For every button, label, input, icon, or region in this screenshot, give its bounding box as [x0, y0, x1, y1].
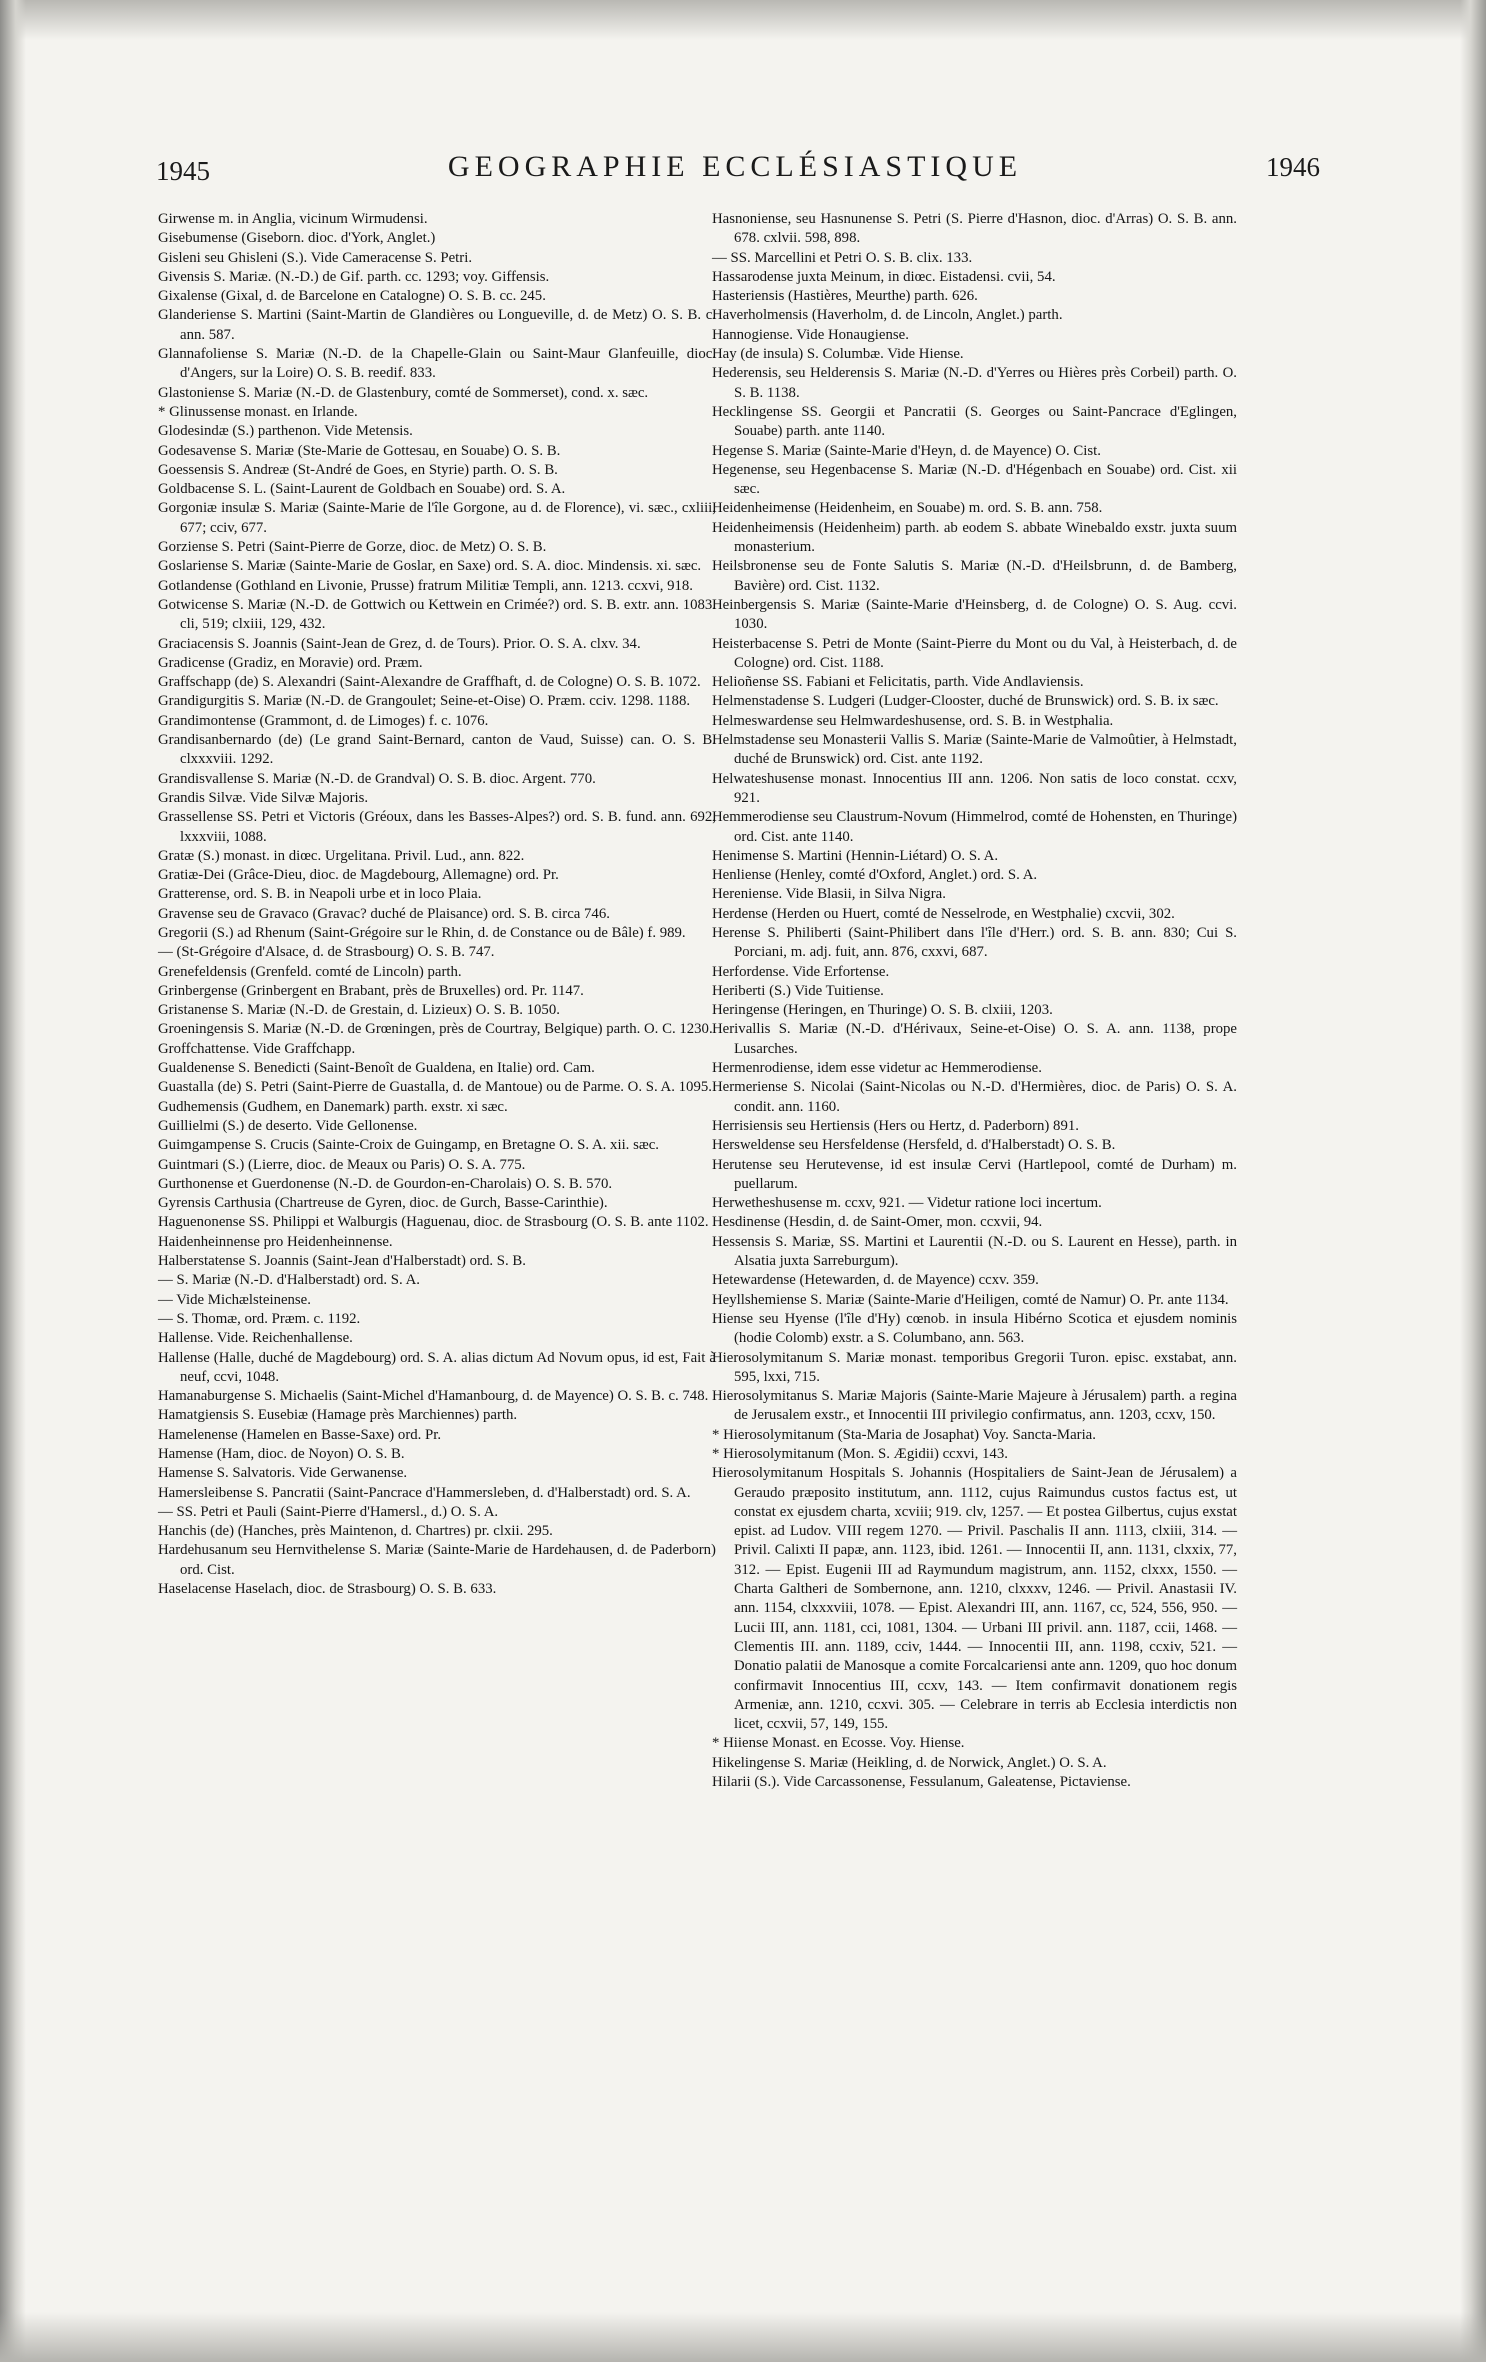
- index-entry: — Vide Michælsteinense.: [158, 1291, 311, 1308]
- index-entry: Hay (de insula) S. Columbæ. Vide Hiense.: [712, 346, 964, 363]
- scan-bottom-shadow: [0, 2312, 1486, 2362]
- index-entry: Hegenense, seu Hegenbacense S. Mariæ (N.-D. d'Hégenbach en Souabe) ord. Cist. xii sæc.: [712, 461, 1237, 498]
- index-entry: Herwetheshusense m. ccxv, 921. — Videtur ratione loci incertum.: [712, 1195, 1102, 1212]
- index-entry: Hamense S. Salvatoris. Vide Gerwanense.: [158, 1465, 408, 1482]
- index-entry: * Hierosolymitanum (Mon. S. Ægidii) ccxvi, 143.: [712, 1446, 1008, 1462]
- index-entry: * Glinussense monast. en Irlande.: [158, 403, 358, 420]
- running-title: GEOGRAPHIE ECCLÉSIASTIQUE: [447, 150, 1023, 183]
- index-entry: Grandisvallense S. Mariæ (N.-D. de Grandval) O. S. B. dioc. Argent. 770.: [158, 770, 596, 787]
- index-entry: Hamatgiensis S. Eusebiæ (Hamage près Marchiennes) parth.: [158, 1407, 518, 1424]
- index-entry: Gratiæ-Dei (Grâce-Dieu, dioc. de Magdebourg, Allemagne) ord. Pr.: [158, 867, 559, 884]
- index-entry: Haverholmensis (Haverholm, d. de Lincoln, Anglet.) parth.: [712, 307, 1063, 324]
- index-entry: — S. Thomæ, ord. Præm. c. 1192.: [158, 1310, 361, 1327]
- index-entry: Hessensis S. Mariæ, SS. Martini et Laurentii (N.-D. ou S. Laurent en Hesse), parth. in Alsatia juxta Sarreburgum).: [712, 1233, 1237, 1270]
- index-entry: Gudhemensis (Gudhem, en Danemark) parth. exstr. xi sæc.: [158, 1098, 508, 1115]
- index-entry: Hereniense. Vide Blasii, in Silva Nigra.: [712, 886, 946, 903]
- index-entry: Hikelingense S. Mariæ (Heikling, d. de Norwick, Anglet.) O. S. A.: [712, 1754, 1107, 1771]
- index-entry: Hemmerodiense seu Claustrum-Novum (Himmelrod, comté de Hohensten, en Thuringe) ord. Cist. ante 1140.: [712, 809, 1237, 845]
- index-entry: Hamanaburgense S. Michaelis (Saint-Michel d'Hamanbourg, d. de Mayence) O. S. B. c. 748.: [158, 1388, 709, 1405]
- index-entry: Herivallis S. Mariæ (N.-D. d'Hérivaux, Seine-et-Oise) O. S. A. ann. 1138, prope Lusarches.: [712, 1021, 1237, 1057]
- index-entry: Gratæ (S.) monast. in diœc. Urgelitana. Privil. Lud., ann. 822.: [158, 847, 525, 864]
- index-entry: Hannogiense. Vide Honaugiense.: [712, 326, 909, 343]
- index-entry: Gristanense S. Mariæ (N.-D. de Grestain, d. Lizieux) O. S. B. 1050.: [158, 1002, 560, 1019]
- index-entry: Godesavense S. Mariæ (Ste-Marie de Gottesau, en Souabe) O. S. B.: [158, 442, 561, 459]
- index-entry: Gotlandense (Gothland en Livonie, Prusse) fratrum Militiæ Templi, ann. 1213. ccxvi, 918.: [158, 577, 693, 594]
- index-entry: Henimense S. Martini (Hennin-Liétard) O. S. A.: [712, 847, 999, 864]
- index-entry: Herutense seu Herutevense, id est insulæ Cervi (Hartlepool, comté de Durham) m. puellarum.: [712, 1156, 1237, 1192]
- index-entry: Hierosolymitanus S. Mariæ Majoris (Sainte-Marie Majeure à Jérusalem) parth. a regina de Jerusalem exstr., et Innocentii III privilegio confirmatus, ann. 1203, ccxv, 150.: [712, 1388, 1237, 1424]
- index-entry: Hasteriensis (Hastières, Meurthe) parth. 626.: [712, 288, 978, 305]
- page-number-right: 1946: [1266, 152, 1320, 182]
- index-entry: Gurthonense et Guerdonense (N.-D. de Gourdon-en-Charolais) O. S. B. 570.: [158, 1175, 613, 1192]
- index-entry: Gradicense (Gradiz, en Moravie) ord. Præm.: [158, 654, 423, 671]
- index-entry: Hermenrodiense, idem esse videtur ac Hemmerodiense.: [712, 1060, 1042, 1077]
- scan-top-shadow: [0, 0, 1486, 40]
- index-entry: Hanchis (de) (Hanches, près Maintenon, d. Chartres) pr. clxii. 295.: [158, 1523, 553, 1540]
- index-entry: Graffschapp (de) S. Alexandri (Saint-Alexandre de Graffhaft, d. de Cologne) O. S. B. 1072.: [158, 674, 701, 691]
- index-entry: Hecklingense SS. Georgii et Pancratii (S. Georges ou Saint-Pancrace d'Eglingen, Souabe) parth. ante 1140.: [712, 403, 1237, 440]
- index-entry: Grenefeldensis (Grenfeld. comté de Lincoln) parth.: [158, 963, 462, 980]
- index-entry: Helmeswardense seu Helmwardeshusense, ord. S. B. in Westphalia.: [712, 712, 1114, 729]
- index-entry: Guillielmi (S.) de deserto. Vide Gellonense.: [158, 1117, 418, 1134]
- index-entry: — SS. Marcellini et Petri O. S. B. clix. 133.: [712, 249, 973, 266]
- index-entry: Gisleni seu Ghisleni (S.). Vide Cameracense S. Petri.: [158, 249, 473, 266]
- scan-right-edge: [1460, 0, 1486, 2362]
- index-entry: Gualdenense S. Benedicti (Saint-Benoît de Gualdena, en Italie) ord. Cam.: [158, 1060, 595, 1077]
- index-entry: Hierosolymitanum Hospitals S. Johannis (Hospitaliers de Saint-Jean de Jérusalem) a Geraudo præposito institutum, ann. 1112, cujus Raimundus custos factus est, ut constat ex ejusdem charta, xcviii; 919. clv, 1257. — Et postea Gilbertus, cujus exstat epist. ad Ludov. VIII regem 1270. — Privil. Paschalis II ann. 1113, clxiii, 314. — Privil. Calixti II papæ, ann. 1123, ibid. 1261. — Innocentii II, ann. 1131, clxxix, 77, 312. — Epist. Eugenii III ad Raymundum magistrum, ann. 1152, clxxx, 1550. — Charta Galtheri de Sombernone, ann. 1210, clxxxv, 1246. — Privil. Anastasii IV. ann. 1154, clxxxviii, 1078. — Epist. Alexandri III, ann. 1167, cc, 524, 556, 950. — Lucii III, ann. 1181, cci, 1081, 1304. — Urbani III privil. ann. 1187, ccii, 1468. — Clementis III. ann. 1189, cciv, 1444. — Innocentii III, ann. 1198, ccxiv, 521. — Donatio palatii de Manosque a comite Forcalcariensi ante ann. 1209, quo hoc donum confirmavit Innocentius III, ccxv, 143. — Item confirmavit donationem regis Armeniæ, ann. 1210, ccxvi. 305. — Celebrare in terris ab Ecclesia interdictis non licet, ccxvii, 57, 149, 155.: [712, 1465, 1237, 1733]
- index-entry: Hederensis, seu Helderensis S. Mariæ (N.-D. d'Yerres ou Hières près Corbeil) parth. O. S. B. 1138.: [712, 365, 1237, 401]
- index-entry: Glastoniense S. Mariæ (N.-D. de Glastenbury, comté de Sommerset), cond. x. sæc.: [158, 384, 649, 401]
- index-entry: Goldbacense S. L. (Saint-Laurent de Goldbach en Souabe) ord. S. A.: [158, 481, 566, 498]
- index-entry: Hermeriense S. Nicolai (Saint-Nicolas ou N.-D. d'Hermières, dioc. de Paris) O. S. A. condit. ann. 1160.: [712, 1079, 1237, 1115]
- index-entry: Heriberti (S.) Vide Tuitiense.: [712, 982, 884, 999]
- index-entry: Hamersleibense S. Pancratii (Saint-Pancrace d'Hammersleben, d. d'Halberstadt) ord. S. A.: [158, 1484, 691, 1501]
- index-entry: Helioñense SS. Fabiani et Felicitatis, parth. Vide Andlaviensis.: [712, 674, 1084, 691]
- index-entry: Glannafoliense S. Mariæ (N.-D. de la Chapelle-Glain ou Saint-Maur Glanfeuille, dioc. d'Angers, sur la Loire) O. S. B. reedif. 833.: [158, 346, 716, 382]
- index-entry: Halberstatense S. Joannis (Saint-Jean d'Halberstadt) ord. S. B.: [158, 1253, 526, 1270]
- index-entry: Hamense (Ham, dioc. de Noyon) O. S. B.: [158, 1446, 405, 1462]
- index-entry: Heidenheimense (Heidenheim, en Souabe) m. ord. S. B. ann. 758.: [712, 500, 1103, 517]
- index-entry: Gorgoniæ insulæ S. Mariæ (Sainte-Marie de l'île Gorgone, au d. de Florence), vi. sæc., cxliii, 677; cciv, 677.: [158, 500, 716, 536]
- index-entry: Haguenonense SS. Philippi et Walburgis (Haguenau, dioc. de Strasbourg (O. S. B. ante 1102.: [158, 1214, 709, 1231]
- index-entry: Givensis S. Mariæ. (N.-D.) de Gif. parth. cc. 1293; voy. Giffensis.: [158, 268, 550, 285]
- index-entry: Hersweldense seu Hersfeldense (Hersfeld, d. d'Halberstadt) O. S. B.: [712, 1137, 1116, 1154]
- index-entry: Herense S. Philiberti (Saint-Philibert dans l'île d'Herr.) ord. S. B. ann. 830; Cui S. Porciani, m. adj. fuit, ann. 876, cxxvi, 687.: [712, 924, 1237, 961]
- index-entry: Hassarodense juxta Meinum, in diœc. Eistadensi. cvii, 54.: [712, 268, 1056, 285]
- index-entry: Haidenheinnense pro Heidenheinnense.: [158, 1233, 393, 1250]
- index-entry: Goessensis S. Andreæ (St-André de Goes, en Styrie) parth. O. S. B.: [158, 461, 558, 478]
- index-entry: Heinbergensis S. Mariæ (Sainte-Marie d'Heinsberg, d. de Cologne) O. S. Aug. ccvi. 1030.: [712, 596, 1237, 633]
- index-entry: Grandigurgitis S. Mariæ (N.-D. de Grangoulet; Seine-et-Oise) O. Præm. cciv. 1298. 1188.: [158, 693, 691, 710]
- index-entry: Heyllshemiense S. Mariæ (Sainte-Marie d'Heiligen, comté de Namur) O. Pr. ante 1134.: [712, 1291, 1229, 1308]
- index-entry: Gregorii (S.) ad Rhenum (Saint-Grégoire sur le Rhin, d. de Constance ou de Bâle) f. 989.: [158, 924, 686, 941]
- index-entry: Grandisanbernardo (de) (Le grand Saint-Bernard, canton de Vaud, Suisse) can. O. S. B. clxxxviii. 1292.: [158, 732, 716, 768]
- index-entry: Grandis Silvæ. Vide Silvæ Majoris.: [158, 789, 369, 806]
- index-entry: Helwateshusense monast. Innocentius III ann. 1206. Non satis de loco constat. ccxv, 921.: [712, 770, 1237, 806]
- index-entry: Girwense m. in Anglia, vicinum Wirmudensi.: [158, 211, 428, 227]
- index-entry: Hallense (Halle, duché de Magdebourg) ord. S. A. alias dictum Ad Novum opus, id est, Fait à neuf, ccvi, 1048.: [158, 1349, 716, 1385]
- index-entry: Grandimontense (Grammont, d. de Limoges) f. c. 1076.: [158, 712, 489, 729]
- index-entry: Grassellense SS. Petri et Victoris (Gréoux, dans les Basses-Alpes?) ord. S. B. fund. ann. 692, lxxxviii, 1088.: [158, 809, 716, 845]
- index-entry: Helmstadense seu Monasterii Vallis S. Mariæ (Sainte-Marie de Valmoûtier, à Helmstadt, duché de Brunswick) ord. Cist. ante 1192.: [712, 732, 1237, 768]
- right-column: [712, 210, 1237, 1792]
- left-column: [158, 210, 716, 1599]
- index-entry: Hierosolymitanum S. Mariæ monast. temporibus Gregorii Turon. episc. exstabat, ann. 595, lxxi, 715.: [712, 1349, 1237, 1385]
- index-entry: Heringense (Heringen, en Thuringe) O. S. B. clxiii, 1203.: [712, 1002, 1053, 1019]
- index-entry: Hiense seu Hyense (l'île d'Hy) cœnob. in insula Hibérno Scotica et ejusdem nominis (hodie Colomb) exstr. a S. Columbano, ann. 563.: [712, 1310, 1237, 1347]
- index-entry: Goslariense S. Mariæ (Sainte-Marie de Goslar, en Saxe) ord. S. A. dioc. Mindensis. xi. sæc.: [158, 558, 702, 575]
- index-entry: Hesdinense (Hesdin, d. de Saint-Omer, mon. ccxvii, 94.: [712, 1214, 1043, 1231]
- index-entry: — (St-Grégoire d'Alsace, d. de Strasbourg) O. S. B. 747.: [158, 944, 495, 961]
- index-entry: Gyrensis Carthusia (Chartreuse de Gyren, dioc. de Gurch, Basse-Carinthie).: [158, 1195, 608, 1212]
- index-entry: Glanderiense S. Martini (Saint-Martin de Glandières ou Longueville, d. de Metz) O. S. B. c. ann. 587.: [158, 307, 716, 343]
- index-entry: Hilarii (S.). Vide Carcassonense, Fessulanum, Galeatense, Pictaviense.: [712, 1774, 1131, 1791]
- index-entry: Gixalense (Gixal, d. de Barcelone en Catalogne) O. S. B. cc. 245.: [158, 288, 546, 305]
- index-entry: Gisebumense (Giseborn. dioc. d'York, Anglet.): [158, 230, 436, 247]
- running-header: [150, 148, 1320, 188]
- index-entry: Groeningensis S. Mariæ (N.-D. de Grœningen, près de Courtray, Belgique) parth. O. C. 1230.: [158, 1021, 713, 1038]
- index-entry: Heidenheimensis (Heidenheim) parth. ab eodem S. abbate Winebaldo exstr. juxta suum monasterium.: [712, 519, 1237, 556]
- index-entry: Helmenstadense S. Ludgeri (Ludger-Clooster, duché de Brunswick) ord. S. B. ix sæc.: [712, 693, 1219, 710]
- index-entry: Henliense (Henley, comté d'Oxford, Anglet.) ord. S. A.: [712, 867, 1038, 884]
- index-entry: Hetewardense (Hetewarden, d. de Mayence) ccxv. 359.: [712, 1272, 1039, 1289]
- index-entry: Guimgampense S. Crucis (Sainte-Croix de Guingamp, en Bretagne O. S. A. xii. sæc.: [158, 1137, 659, 1154]
- index-entry: Gorziense S. Petri (Saint-Pierre de Gorze, dioc. de Metz) O. S. B.: [158, 539, 547, 556]
- index-entry: Hardehusanum seu Hernvithelense S. Mariæ (Sainte-Marie de Hardehausen, d. de Paderborn) ord. Cist.: [158, 1542, 716, 1578]
- index-entry: — SS. Petri et Pauli (Saint-Pierre d'Hamersl., d.) O. S. A.: [158, 1503, 499, 1520]
- index-entry: * Hierosolymitanum (Sta-Maria de Josaphat) Voy. Sancta-Maria.: [712, 1426, 1096, 1443]
- index-entry: Gravense seu de Gravaco (Gravac? duché de Plaisance) ord. S. B. circa 746.: [158, 905, 610, 922]
- index-entry: Guintmari (S.) (Lierre, dioc. de Meaux ou Paris) O. S. A. 775.: [158, 1156, 526, 1173]
- index-entry: Heilsbronense seu de Fonte Salutis S. Mariæ (N.-D. d'Heilsbrunn, d. de Bamberg, Bavière) ord. Cist. 1132.: [712, 558, 1237, 594]
- index-entry: Herfordense. Vide Erfortense.: [712, 963, 890, 980]
- index-entry: Graciacensis S. Joannis (Saint-Jean de Grez, d. de Tours). Prior. O. S. A. clxv. 34.: [158, 635, 641, 652]
- index-entry: Herdense (Herden ou Huert, comté de Nesselrode, en Westphalie) cxcvii, 302.: [712, 905, 1175, 922]
- index-entry: Hasnoniense, seu Hasnunense S. Petri (S. Pierre d'Hasnon, dioc. d'Arras) O. S. B. ann. 678. cxlvii. 598, 898.: [712, 211, 1237, 247]
- index-entry: Heisterbacense S. Petri de Monte (Saint-Pierre du Mont ou du Val, à Heisterbach, d. de Cologne) ord. Cist. 1188.: [712, 635, 1237, 671]
- index-entry: Herrisiensis seu Hertiensis (Hers ou Hertz, d. Paderborn) 891.: [712, 1117, 1079, 1134]
- index-entry: Glodesindæ (S.) parthenon. Vide Metensis.: [158, 423, 413, 440]
- index-entry: Hamelenense (Hamelen en Basse-Saxe) ord. Pr.: [158, 1426, 442, 1443]
- index-entry: Hallense. Vide. Reichenhallense.: [158, 1330, 353, 1347]
- index-entry: Grinbergense (Grinbergent en Brabant, près de Bruxelles) ord. Pr. 1147.: [158, 982, 584, 999]
- index-entry: — S. Mariæ (N.-D. d'Halberstadt) ord. S. A.: [158, 1272, 420, 1289]
- index-entry: Gratterense, ord. S. B. in Neapoli urbe et in loco Plaia.: [158, 886, 482, 903]
- index-entry: * Hiiense Monast. en Ecosse. Voy. Hiense.: [712, 1735, 965, 1752]
- page-number-left: 1945: [156, 156, 210, 186]
- index-entry: Guastalla (de) S. Petri (Saint-Pierre de Guastalla, d. de Mantoue) ou de Parme. O. S. A. 1095.: [158, 1079, 712, 1096]
- index-entry: Gotwicense S. Mariæ (N.-D. de Gottwich ou Kettwein en Crimée?) ord. S. B. extr. ann. 1083. cli, 519; clxiii, 129, 432.: [158, 596, 716, 633]
- index-entry: Haselacense Haselach, dioc. de Strasbourg) O. S. B. 633.: [158, 1581, 497, 1598]
- scan-left-edge: [0, 0, 26, 2362]
- index-entry: Hegense S. Mariæ (Sainte-Marie d'Heyn, d. de Mayence) O. Cist.: [712, 442, 1101, 459]
- index-entry: Groffchattense. Vide Graffchapp.: [158, 1040, 356, 1057]
